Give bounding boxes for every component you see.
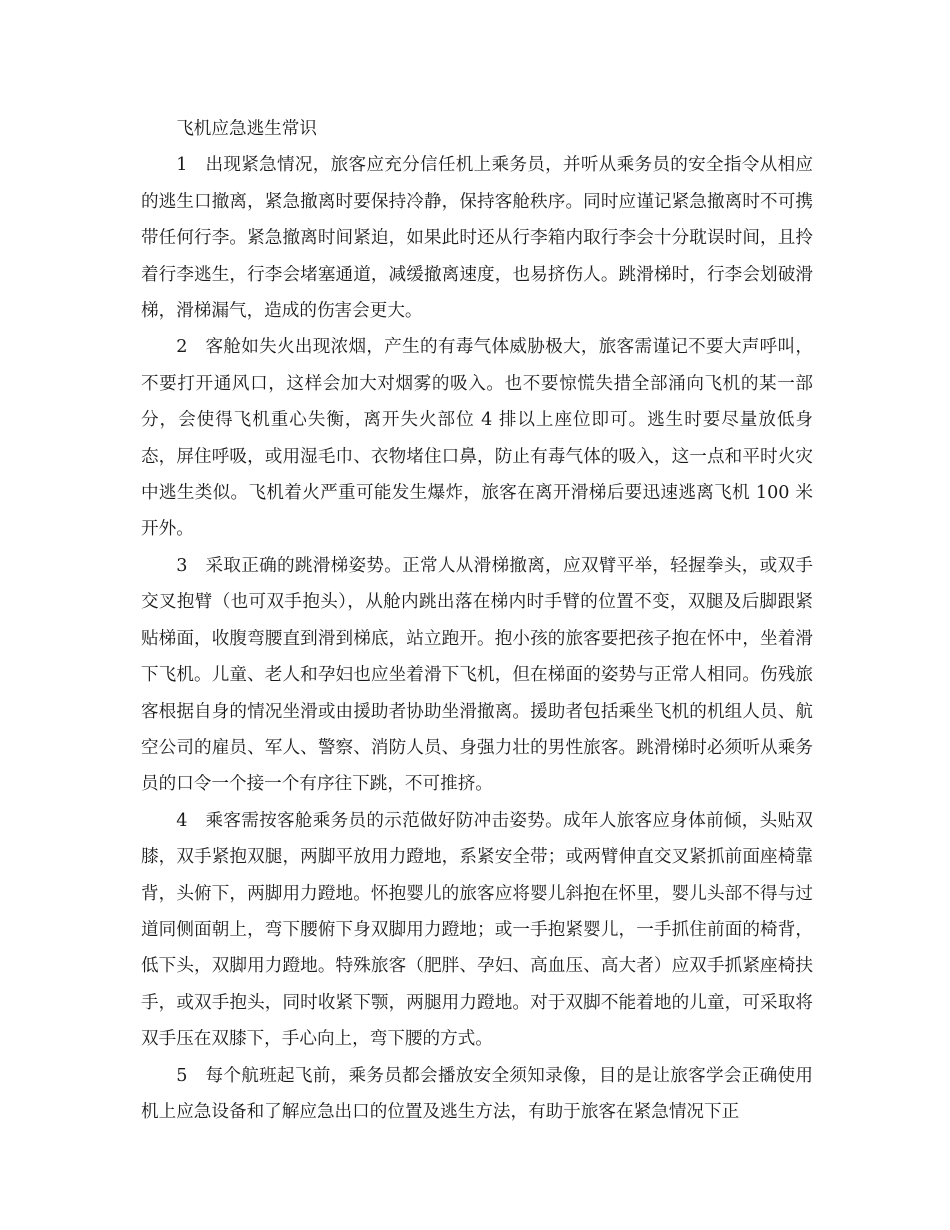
paragraph-2: 2 客舱如失火出现浓烟，产生的有毒气体威胁极大，旅客需谨记不要大声呼叫，不要打开通风口，这样会加大对烟雾的吸入。也不要惊慌失措全部涌向飞机的某一部分，会使得飞机重心失衡，离开失火部位 4 排以上座位即可。逃生时要尽量放低身态，屏住呼吸，或用湿毛巾、衣物堵住口鼻，防止有毒气体的吸入，这一点和平时火灾中逃生类似。飞机着火严重可能发生爆炸，旅客在离开滑梯后要迅速逃离飞机 100 米开外。 [141, 337, 813, 540]
paragraph-1: 1 出现紧急情况，旅客应充分信任机上乘务员，并听从乘务员的安全指令从相应的逃生口撤离，紧急撤离时要保持冷静，保持客舱秩序。同时应谨记紧急撤离时不可携带任何行李。紧急撤离时间紧迫，如果此时还从行李箱内取行李会十分耽误时间，且拎着行李逃生，行李会堵塞通道，减缓撤离速度，也易挤伤人。跳滑梯时，行李会划破滑梯，滑梯漏气，造成的伤害会更大。 [141, 155, 813, 322]
paragraph-4: 4 乘客需按客舱乘务员的示范做好防冲击姿势。成年人旅客应身体前倾，头贴双膝，双手紧抱双腿，两脚平放用力蹬地，系紧安全带；或两臂伸直交叉紧抓前面座椅靠背，头俯下，两脚用力蹬地。怀抱婴儿的旅客应将婴儿斜抱在怀里，婴儿头部不得与过道同侧面朝上，弯下腰俯下身双脚用力蹬地；或一手抱紧婴儿，一手抓住前面的椅背，低下头，双脚用力蹬地。特殊旅客（肥胖、孕妇、高血压、高大者）应双手抓紧座椅扶手，或双手抱头，同时收紧下颚，两腿用力蹬地。对于双脚不能着地的儿童，可采取将双手压在双膝下，手心向上，弯下腰的方式。 [141, 810, 813, 1050]
document-title: 飞机应急逃生常识 [176, 119, 317, 139]
document-body [141, 111, 813, 1130]
paragraph-3: 3 采取正确的跳滑梯姿势。正常人从滑梯撤离，应双臂平举，轻握拳头，或双手交叉抱臂（也可双手抱头），从舱内跳出落在梯内时手臂的位置不变，双腿及后脚跟紧贴梯面，收腹弯腰直到滑到梯底，站立跑开。抱小孩的旅客要把孩子抱在怀中，坐着滑下飞机。儿童、老人和孕妇也应坐着滑下飞机，但在梯面的姿势与正常人相同。伤残旅客根据自身的情况坐滑或由援助者协助坐滑撤离。援助者包括乘坐飞机的机组人员、航空公司的雇员、军人、警察、消防人员、身强力壮的男性旅客。跳滑梯时必须听从乘务员的口令一个接一个有序往下跳，不可推挤。 [141, 555, 813, 795]
paragraph-5: 5 每个航班起飞前，乘务员都会播放安全须知录像，目的是让旅客学会正确使用机上应急设备和了解应急出口的位置及逃生方法，有助于旅客在紧急情况下正 [141, 1065, 813, 1122]
